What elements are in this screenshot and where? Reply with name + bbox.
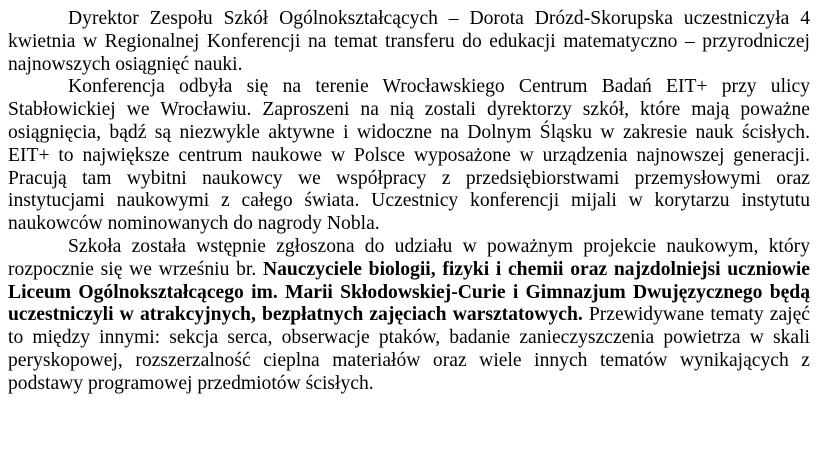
paragraph-bold-text: Nauczyciele biologii, fizyki i chemii oraz najzdolniejsi uczniowie Liceum Ogólnokształcącego im. Marii Skłodowskiej-Curie i Gimnazjum Dwujęzycznego będą uczestniczyli w atrakcyjnych, bezpłatnych zajęciach warsztatowych. [8,258,810,326]
paragraph-research-project [8,236,810,396]
paragraph-text: Szkoła została wstępnie zgłoszona do udziału w poważnym projekcie naukowym, który rozpocznie się we wrześniu br. [8,235,810,280]
paragraph-text: Dyrektor Zespołu Szkół Ogólnokształcących – Dorota Drózd-Skorupska uczestniczyła 4 kwietnia w Regionalnej Konferencji na temat transferu do edukacji matematyczno – przyrodniczej najnowszych osiągnięć nauki. [8,8,810,75]
paragraph-text: Przewidywane tematy zajęć to między innymi: sekcja serca, obserwacje ptaków, badanie zanieczyszczenia powietrza w skali peryskopowej, rozszerzalność cieplna materiałów oraz wiele innych tematów wynikających z podstawy programowej przedmiotów ścisłych. [8,304,810,394]
paragraph-conference-participation [8,8,810,76]
paragraph-text: Konferencja odbyła się na terenie Wrocławskiego Centrum Badań EIT+ przy ulicy Stabłowickiej we Wrocławiu. Zaproszeni na nią zostali dyrektorzy szkół, które mają poważne osiągnięcia, bądź są niezwykle aktywne i widoczne na Dolnym Śląsku w zakresie nauk ścisłych. EIT+ to największe centrum naukowe w Polsce wyposażone w urządzenia najnowszej generacji. Pracują tam wybitni naukowcy we współpracy z przedsiębiorstwami przemysłowymi oraz instytucjami naukowymi z całego świata. Uczestnicy konferencji mijali w korytarzu instytutu naukowców nominowanych do nagrody Nobla. [8,76,810,235]
paragraph-conference-venue [8,76,810,236]
